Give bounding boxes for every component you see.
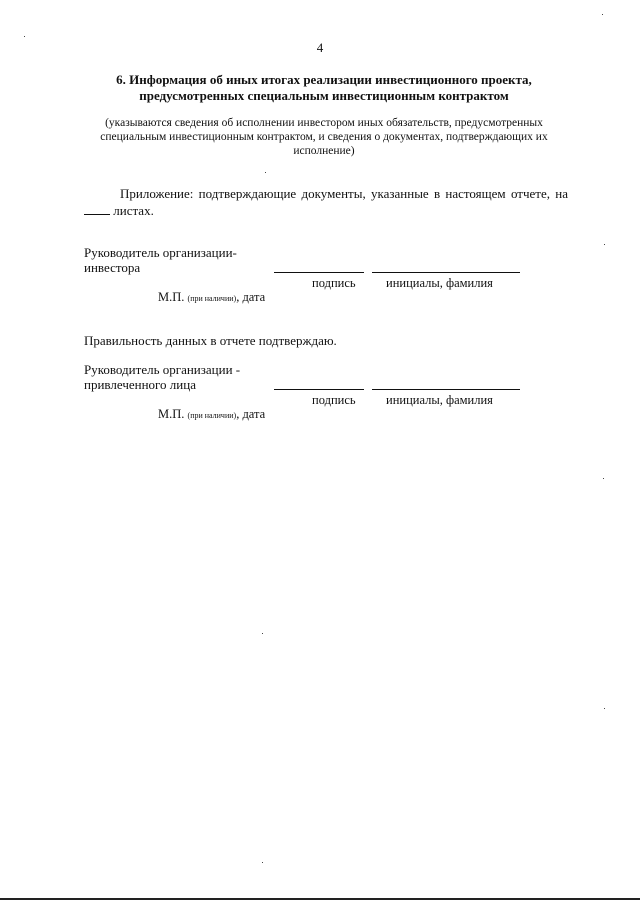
attracted-label: [84, 362, 240, 392]
investor-stamp-date-text: , дата: [236, 290, 266, 304]
scan-speck: [604, 708, 605, 709]
investor-label-line1: Руководитель организации-: [84, 245, 237, 260]
attracted-stamp-date: [158, 407, 265, 422]
investor-label-line2: инвестора: [84, 260, 141, 275]
investor-signature-line[interactable]: [274, 272, 364, 273]
attracted-label-line1: Руководитель организации -: [84, 362, 241, 377]
scan-speck: [602, 14, 603, 15]
confirmation-text: Правильность данных в отчете подтверждаю.: [84, 333, 337, 348]
scan-speck: [265, 172, 266, 173]
attracted-label-line2: привлеченного лица: [84, 377, 196, 392]
scan-speck: [262, 633, 263, 634]
section-note: (указываются сведения об исполнении инвестором иных обязательств, предусмотренных специальным инвестиционным контрактом, и сведения о документах, подтверждающих их исполнение): [100, 117, 548, 157]
appendix-text-after: листах.: [113, 203, 154, 218]
attracted-signature-caption: подпись: [312, 393, 356, 407]
scan-speck: [262, 862, 263, 863]
attracted-stamp-date-text: , дата: [236, 407, 266, 421]
scan-speck: [24, 36, 25, 37]
section-heading: [80, 72, 568, 104]
investor-label: [84, 245, 237, 275]
attracted-stamp-main: М.П.: [158, 407, 185, 421]
investor-stamp-small: (при наличии): [187, 294, 237, 303]
appendix-paragraph: [84, 185, 568, 219]
section-title-line2: предусмотренных специальным инвестиционным контрактом: [139, 88, 509, 103]
scan-speck: [603, 478, 604, 479]
scan-bottom-edge: [0, 898, 640, 900]
appendix-text-before: Приложение: подтверждающие документы, указанные в настоящем отчете, на: [120, 186, 568, 201]
appendix-pages-blank[interactable]: [84, 203, 110, 215]
scan-speck: [604, 244, 605, 245]
attracted-signature-line[interactable]: [274, 389, 364, 390]
investor-stamp-main: М.П.: [158, 290, 185, 304]
investor-name-caption: инициалы, фамилия: [386, 276, 493, 290]
page-number: 4: [316, 40, 324, 55]
investor-stamp-date: [158, 290, 265, 305]
investor-signature-caption: подпись: [312, 276, 356, 290]
attracted-stamp-small: (при наличии): [187, 411, 237, 420]
attracted-name-caption: инициалы, фамилия: [386, 393, 493, 407]
investor-name-line[interactable]: [372, 272, 520, 273]
attracted-name-line[interactable]: [372, 389, 520, 390]
section-title-line1: 6. Информация об иных итогах реализации инвестиционного проекта,: [116, 72, 532, 87]
